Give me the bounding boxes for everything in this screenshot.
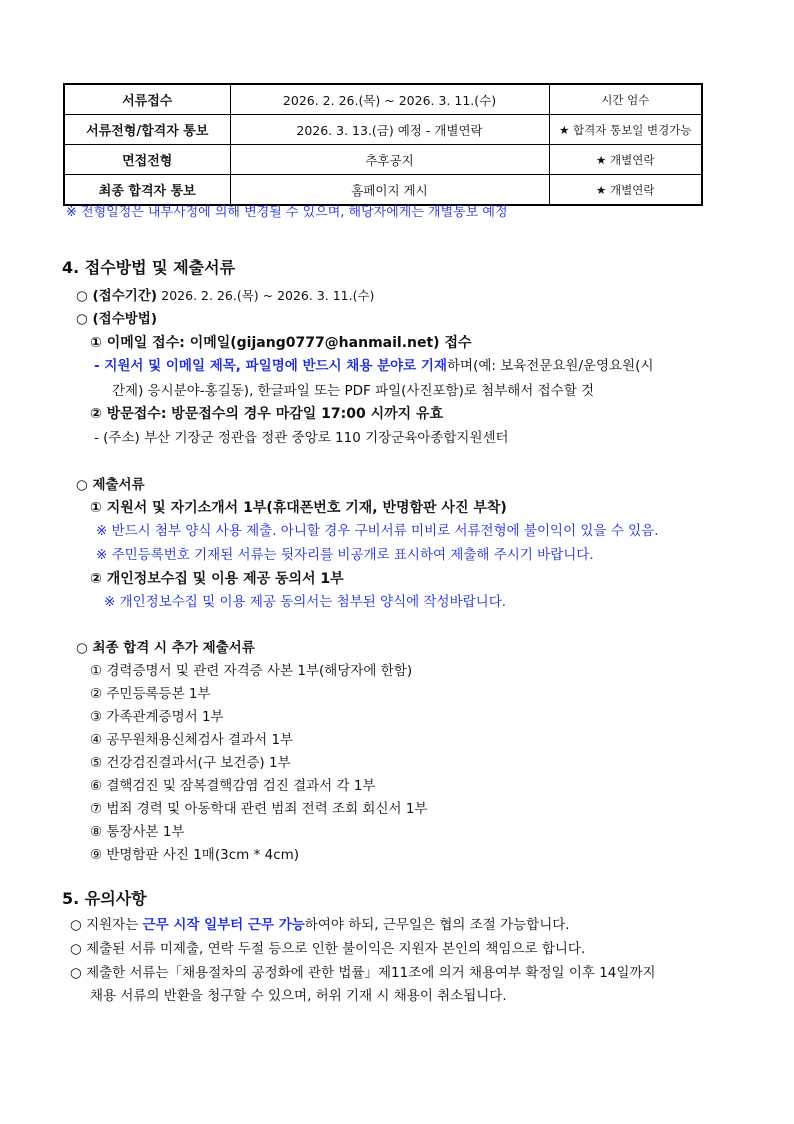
note-cell: 시간 엄수 (549, 84, 702, 115)
email-line1-prefix: - (94, 358, 105, 374)
list-item: ⑦ 범죄 경력 및 아동학대 관련 범죄 전력 조회 회신서 1부 (90, 801, 428, 817)
list-item: ⑤ 건강검진결과서(구 보건증) 1부 (90, 755, 291, 771)
visit-title: ② 방문접수: 방문접수의 경우 마감일 17:00 시까지 유효 (90, 406, 444, 422)
schedule-table (63, 83, 703, 206)
doc1-note2: ※ 주민등록번호 기재된 서류는 뒷자리를 비공개로 표시하여 제출해 주시기 바랍니다. (96, 547, 594, 563)
list-item: ③ 가족관계증명서 1부 (90, 709, 224, 725)
email-line1 (94, 356, 653, 376)
list-item: ⑧ 통장사본 1부 (90, 824, 185, 840)
list-item: ⑥ 결핵검진 및 잠복결핵감염 검진 결과서 각 1부 (90, 778, 376, 794)
list-item: ② 주민등록등본 1부 (90, 686, 211, 702)
date-cell: 2026. 3. 13.(금) 예정 - 개별연락 (230, 115, 549, 145)
list-item: ① 경력증명서 및 관련 자격증 사본 1부(해당자에 한함) (90, 663, 413, 679)
notice-item-1-emph: 근무 시작 일부터 근무 가능 (142, 917, 305, 933)
method-label: ○ (접수방법) (76, 311, 157, 327)
table-row (64, 115, 702, 145)
date-cell: 2026. 2. 26.(목) ~ 2026. 3. 11.(수) (230, 84, 549, 115)
email-line1-emph: 지원서 및 이메일 제목, 파일명에 반드시 채용 분야로 기재 (104, 358, 447, 374)
table-row (64, 145, 702, 175)
table-row (64, 84, 702, 115)
doc2-title: ② 개인정보수집 및 이용 제공 동의서 1부 (90, 571, 344, 587)
list-item: ⑨ 반명함판 사진 1매(3cm * 4cm) (90, 847, 300, 863)
final-docs-label: ○ 최종 합격 시 추가 제출서류 (76, 640, 255, 656)
stage-cell: 서류접수 (64, 84, 230, 115)
period-value: 2026. 2. 26.(목) ~ 2026. 3. 11.(수) (161, 288, 375, 303)
email-title: ① 이메일 접수: 이메일(gijang0777@hanmail.net) 접수 (90, 335, 472, 351)
notice-item-1 (70, 915, 570, 935)
schedule-footnote: ※ 전형일정은 내부사정에 의해 변경될 수 있으며, 해당자에게는 개별통보 예정 (66, 205, 508, 220)
notice-item-1-rest: 하여야 하되, 근무일은 협의 조절 가능합니다. (304, 917, 570, 933)
email-line1-rest: 하며(예: 보육전문요원/운영요원(시 (446, 358, 654, 374)
stage-cell: 최종 합격자 통보 (64, 175, 230, 206)
note-cell: ★ 합격자 통보일 변경가능 (549, 115, 702, 145)
note-cell: ★ 개별연락 (549, 175, 702, 206)
date-cell: 홈페이지 게시 (230, 175, 549, 206)
date-cell: 추후공지 (230, 145, 549, 175)
notice-item-1-prefix: ○ 지원자는 (70, 917, 143, 933)
docs-label: ○ 제출서류 (76, 477, 145, 493)
doc2-note: ※ 개인정보수집 및 이용 제공 동의서는 첨부된 양식에 작성바랍니다. (104, 594, 507, 610)
doc1-title: ① 지원서 및 자기소개서 1부(휴대폰번호 기재, 반명함판 사진 부착) (90, 500, 507, 516)
period-label: ○ (접수기간) (76, 288, 157, 304)
notice-item-2: ○ 제출된 서류 미제출, 연락 두절 등으로 인한 불이익은 지원자 본인의 책임으로 합니다. (70, 941, 586, 957)
email-line2: 간제) 응시분야-홍길동), 한글파일 또는 PDF 파일(사진포함)로 첨부해서 접수할 것 (112, 383, 595, 399)
section4-title: 4. 접수방법 및 제출서류 (62, 258, 236, 277)
visit-address: - (주소) 부산 기장군 정관읍 정관 중앙로 110 기장군육아종합지원센터 (94, 430, 509, 446)
period-line (76, 286, 374, 306)
notice-item-3-line2: 채용 서류의 반환을 청구할 수 있으며, 허위 기재 시 채용이 취소됩니다. (90, 988, 507, 1004)
section5-title: 5. 유의사항 (62, 889, 147, 908)
stage-cell: 면접전형 (64, 145, 230, 175)
doc1-note1: ※ 반드시 첨부 양식 사용 제출. 아니할 경우 구비서류 미비로 서류전형에 불이익이 있을 수 있음. (96, 523, 659, 539)
list-item: ④ 공무원채용신체검사 결과서 1부 (90, 732, 294, 748)
stage-cell: 서류전형/합격자 통보 (64, 115, 230, 145)
note-cell: ★ 개별연락 (549, 145, 702, 175)
notice-item-3-line1: ○ 제출한 서류는「채용절차의 공정화에 관한 법률」제11조에 의거 채용여부 확정일 이후 14일까지 (70, 965, 656, 981)
table-row (64, 175, 702, 206)
